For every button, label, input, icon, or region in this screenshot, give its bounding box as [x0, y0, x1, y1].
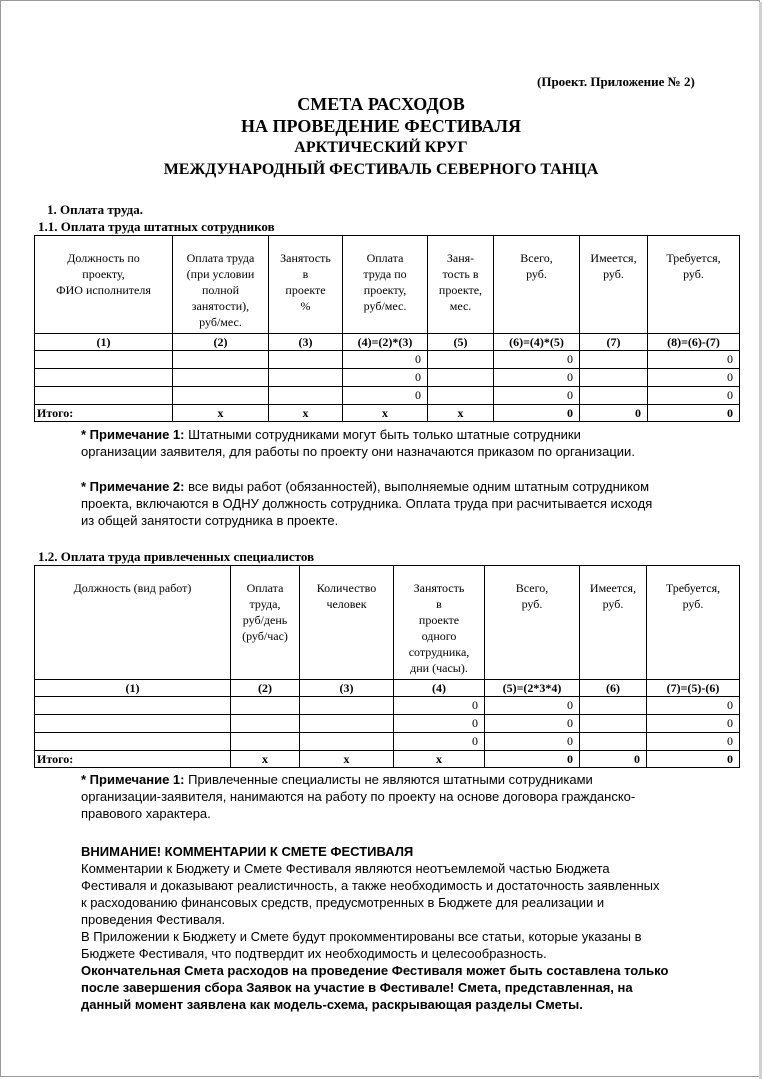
document-title	[0, 93, 762, 181]
table-cell	[269, 369, 343, 387]
table-cell	[35, 733, 231, 751]
table-cell: 0	[494, 405, 580, 422]
table-cell	[580, 715, 647, 733]
table-cell: 0	[647, 697, 740, 715]
subsection-heading-specialists: 1.2. Оплата труда привлеченных специалистов	[38, 549, 315, 564]
total-row	[35, 751, 740, 768]
table-cell: 0	[343, 387, 428, 405]
header-cell: Должность по проекту, ФИО исполнителя	[35, 236, 173, 334]
section-heading: 1. Оплата труда.	[47, 202, 143, 217]
table-cell	[173, 369, 269, 387]
column-number: (5)	[428, 334, 494, 351]
table-cell: х	[394, 751, 485, 768]
table-row	[35, 697, 740, 715]
header-cell: Занятость в проекте одного сотрудника, дни (часы).	[394, 566, 485, 680]
table-cell	[35, 697, 231, 715]
table-cell: 0	[580, 751, 647, 768]
specialists-note-1: * Примечание 1: Привлеченные специалисты не являются штатными сотрудниками организации-заявителя, нанимаются на работу по проекту на основе договора гражданско- правового характера.	[81, 772, 636, 821]
header-cell: Требуется, руб.	[648, 236, 740, 334]
table-cell	[300, 697, 394, 715]
table-cell: 0	[647, 733, 740, 751]
table-header-row	[35, 236, 740, 334]
table-cell	[231, 715, 300, 733]
table-cell	[300, 715, 394, 733]
table-cell: 0	[485, 715, 580, 733]
title-line-2: НА ПРОВЕДЕНИЕ ФЕСТИВАЛЯ	[240, 116, 522, 136]
column-number: (8)=(6)-(7)	[648, 334, 740, 351]
warning-title: ВНИМАНИЕ! КОММЕНТАРИИ К СМЕТЕ ФЕСТИВАЛЯ	[81, 844, 414, 859]
table-cell: 0	[343, 369, 428, 387]
table-row	[35, 369, 740, 387]
table-cell: х	[231, 751, 300, 768]
table-cell: 0	[485, 751, 580, 768]
column-number: (5)=(2*3*4)	[485, 680, 580, 697]
table-cell	[580, 351, 648, 369]
table-cell	[231, 733, 300, 751]
table-row	[35, 715, 740, 733]
table-cell: 0	[580, 405, 648, 422]
table-cell: 0	[647, 751, 740, 768]
table-header-row	[35, 566, 740, 680]
table-cell: х	[269, 405, 343, 422]
table-cell	[580, 697, 647, 715]
table-cell	[35, 351, 173, 369]
column-number: (1)	[35, 680, 231, 697]
table-row	[35, 733, 740, 751]
column-number: (6)=(4)*(5)	[494, 334, 580, 351]
header-cell: Оплата труда (при условии полной занятости), руб/мес.	[173, 236, 269, 334]
header-cell: Заня- тость в проекте, мес.	[428, 236, 494, 334]
table-cell	[580, 369, 648, 387]
table-cell: 0	[394, 697, 485, 715]
total-label: Итого:	[35, 751, 231, 768]
warning-final-note: Окончательная Смета расходов на проведение Фестиваля может быть составлена только после завершения сбора Заявок на участие в Фестивале! Смета, представленная, на данный момент заявлена как модель-схема, раскрывающая разделы Сметы.	[81, 963, 669, 1012]
table-cell	[231, 697, 300, 715]
header-cell: Требуется, руб.	[647, 566, 740, 680]
header-cell: Должность (вид работ)	[35, 566, 231, 680]
header-cell: Всего, руб.	[494, 236, 580, 334]
column-number: (2)	[173, 334, 269, 351]
column-number: (7)	[580, 334, 648, 351]
table-cell: х	[173, 405, 269, 422]
table-cell: 0	[648, 351, 740, 369]
table-cell: 0	[485, 733, 580, 751]
table-cell	[173, 351, 269, 369]
table-cell: х	[428, 405, 494, 422]
table-cell: 0	[494, 387, 580, 405]
title-line-1: СМЕТА РАСХОДОВ	[297, 94, 465, 114]
column-number: (4)=(2)*(3)	[343, 334, 428, 351]
header-cell: Всего, руб.	[485, 566, 580, 680]
column-number: (7)=(5)-(6)	[647, 680, 740, 697]
table-cell	[269, 351, 343, 369]
table-cell: х	[343, 405, 428, 422]
subsection-heading-staff: 1.1. Оплата труда штатных сотрудников	[38, 219, 275, 234]
warning-paragraph-1: Комментарии к Бюджету и Смете Фестиваля являются неотъемлемой частью Бюджета Фестиваля и доказывают реалистичность, а также необходимость и достаточность заявленных к расходованию финансовых средств, предусмотренных в Бюджете для реализации и проведения Фестиваля.	[81, 861, 660, 927]
table-cell	[300, 733, 394, 751]
table-cell	[428, 369, 494, 387]
staff-table	[34, 235, 740, 422]
table-cell: 0	[494, 369, 580, 387]
table-cell: 0	[394, 715, 485, 733]
table-cell: 0	[394, 733, 485, 751]
column-number: (3)	[300, 680, 394, 697]
staff-note-2: * Примечание 2: все виды работ (обязанностей), выполняемые одним штатным сотрудником проекта, включаются в ОДНУ должность сотрудника. Оплата труда при расчитывается исходя из общей занятости сотрудника в проекте.	[81, 479, 653, 528]
staff-note-1: * Примечание 1: Штатными сотрудниками могут быть только штатные сотрудники организации заявителя, для работы по проекту они назначаются приказом по организации.	[81, 427, 635, 459]
column-number: (6)	[580, 680, 647, 697]
table-cell	[173, 387, 269, 405]
table-cell	[35, 369, 173, 387]
specialists-table	[34, 565, 740, 768]
header-cell: Количество человек	[300, 566, 394, 680]
table-cell	[35, 387, 173, 405]
table-cell: х	[300, 751, 394, 768]
table-cell	[428, 387, 494, 405]
total-label: Итого:	[35, 405, 173, 422]
header-cell: Занятость в проекте %	[269, 236, 343, 334]
header-cell: Имеется, руб.	[580, 236, 648, 334]
header-cell: Имеется, руб.	[580, 566, 647, 680]
table-cell: 0	[648, 405, 740, 422]
header-cell: Оплата труда по проекту, руб/мес.	[343, 236, 428, 334]
table-cell: 0	[647, 715, 740, 733]
column-number: (2)	[231, 680, 300, 697]
table-cell	[35, 715, 231, 733]
table-cell: 0	[648, 387, 740, 405]
table-cell: 0	[494, 351, 580, 369]
table-cell	[428, 351, 494, 369]
table-row	[35, 387, 740, 405]
header-cell: Оплата труда, руб/день (руб/час)	[231, 566, 300, 680]
table-cell: 0	[648, 369, 740, 387]
title-line-3: АРКТИЧЕСКИЙ КРУГ	[294, 139, 468, 156]
column-number: (1)	[35, 334, 173, 351]
warning-paragraph-2: В Приложении к Бюджету и Смете будут прокомментированы все статьи, которые указаны в Бюджете Фестиваля, что подтвердит их необходимость и целесообразность.	[81, 929, 642, 961]
table-cell	[580, 733, 647, 751]
table-row	[35, 351, 740, 369]
title-line-4: МЕЖДУНАРОДНЫЙ ФЕСТИВАЛЬ СЕВЕРНОГО ТАНЦА	[163, 161, 599, 178]
column-number-row	[35, 680, 740, 697]
column-number: (4)	[394, 680, 485, 697]
table-cell	[269, 387, 343, 405]
warning-block	[81, 843, 731, 1013]
annex-label: (Проект. Приложение № 2)	[537, 74, 695, 89]
table-cell	[580, 387, 648, 405]
column-number-row	[35, 334, 740, 351]
column-number: (3)	[269, 334, 343, 351]
table-cell: 0	[343, 351, 428, 369]
total-row	[35, 405, 740, 422]
table-cell: 0	[485, 697, 580, 715]
